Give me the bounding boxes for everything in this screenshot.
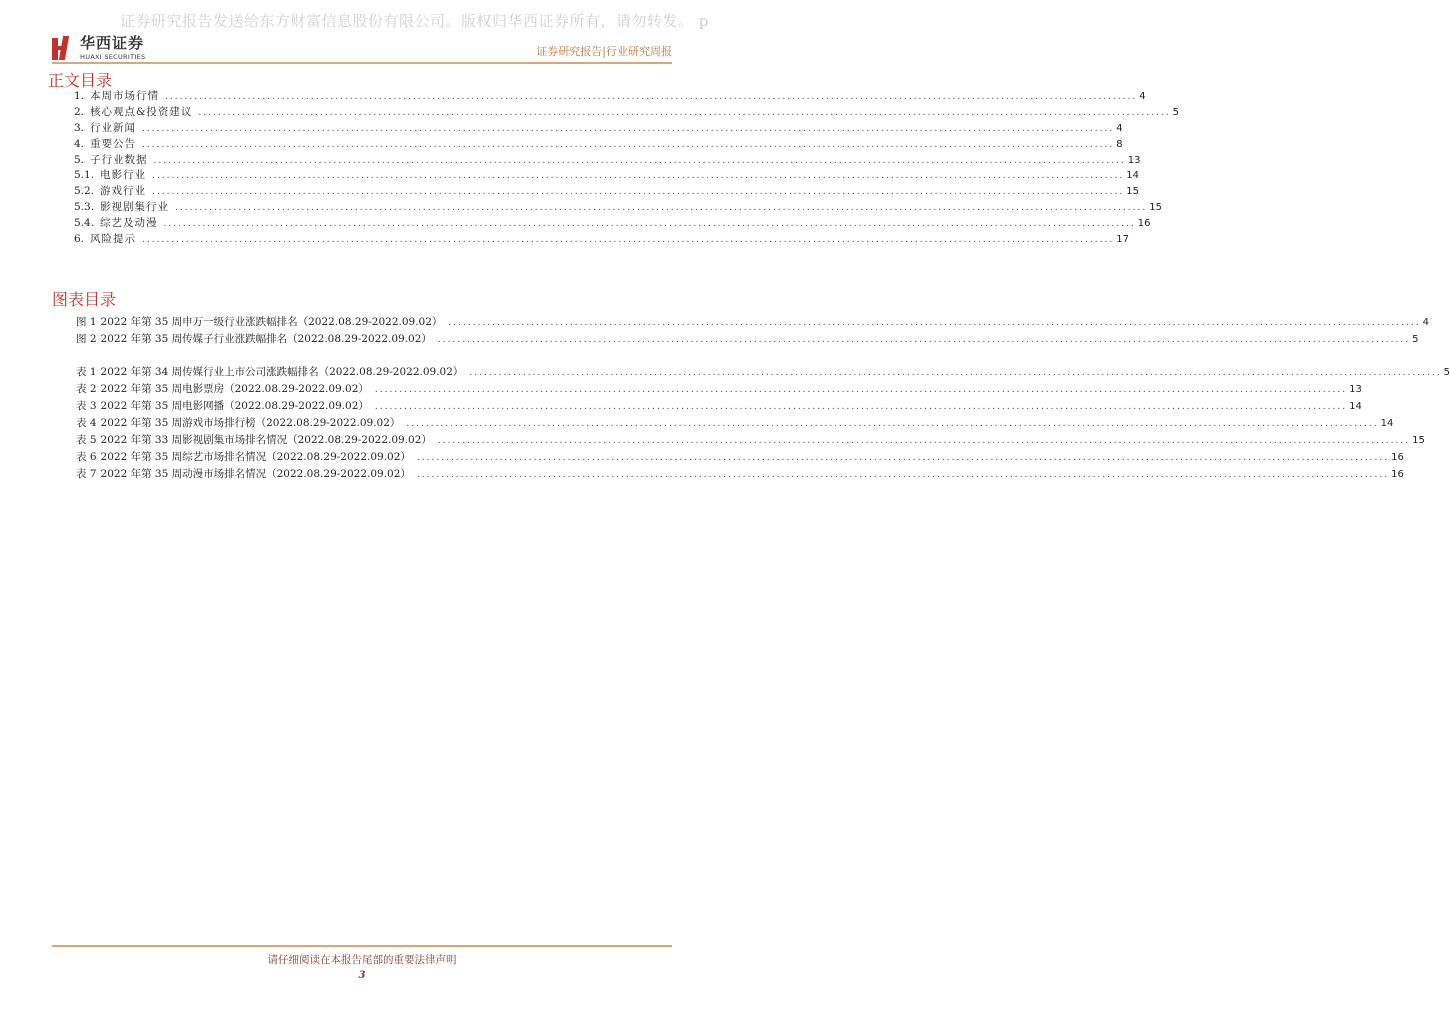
dot-leader: ........................................................................................................................................................................................................ bbox=[152, 171, 1125, 182]
toc-entry[interactable] bbox=[74, 136, 1123, 152]
table-entry[interactable] bbox=[76, 398, 1362, 415]
table-entry[interactable] bbox=[76, 449, 1404, 466]
table-entry[interactable] bbox=[76, 466, 1404, 483]
huaxi-logo-icon bbox=[52, 36, 72, 60]
toc-entry-page: 17 bbox=[1116, 234, 1129, 246]
table-entry-page: 14 bbox=[1349, 401, 1362, 412]
figures-list bbox=[76, 314, 1450, 483]
table-entry-page: 16 bbox=[1391, 469, 1404, 480]
toc-entry[interactable] bbox=[74, 231, 1129, 247]
toc-entry-page: 5 bbox=[1172, 106, 1179, 118]
toc-entry-label: 游戏行业 bbox=[100, 185, 147, 198]
table-entry-number: 表 4 bbox=[76, 417, 97, 429]
toc-entry-label: 重要公告 bbox=[90, 137, 137, 150]
dot-leader: ........................................................................................................................................................................................................ bbox=[163, 219, 1136, 230]
table-entry-number: 表 6 bbox=[76, 451, 97, 463]
table-entry-label: 2022 年第 35 周电影票房（2022.08.29-2022.09.02） bbox=[100, 383, 369, 395]
figure-entry-number: 图 1 bbox=[76, 316, 97, 328]
logo-name-cn: 华西证券 bbox=[80, 34, 145, 52]
toc-entry-number: 5. bbox=[74, 153, 85, 166]
table-entry-label: 2022 年第 35 周电影网播（2022.08.29-2022.09.02） bbox=[100, 400, 369, 412]
dot-leader: ........................................................................................................................................................................................................ bbox=[374, 385, 1348, 395]
toc-entry-page: 15 bbox=[1149, 202, 1162, 214]
dot-leader: ........................................................................................................................................................................................................ bbox=[142, 235, 1115, 246]
figure-entry-page: 4 bbox=[1422, 317, 1429, 328]
table-entry[interactable] bbox=[76, 415, 1394, 432]
toc-entry[interactable] bbox=[74, 199, 1162, 215]
dot-leader: ........................................................................................................................................................................................................ bbox=[165, 92, 1138, 102]
table-entry-number: 表 5 bbox=[76, 434, 97, 446]
toc-entry-label: 影视剧集行业 bbox=[100, 201, 170, 214]
toc-entry-label: 综艺及动漫 bbox=[100, 217, 158, 230]
dot-leader: ........................................................................................................................................................................................................ bbox=[469, 368, 1442, 378]
toc-entry[interactable] bbox=[74, 104, 1179, 120]
toc-entry-number: 3. bbox=[74, 121, 85, 134]
toc-entry-number: 1. bbox=[74, 90, 85, 102]
figure-entry[interactable] bbox=[76, 314, 1429, 331]
table-entry-number: 表 3 bbox=[76, 400, 97, 412]
table-entry-label: 2022 年第 33 周影视剧集市场排名情况（2022.08.29-2022.09.02） bbox=[100, 434, 432, 446]
toc-entry[interactable] bbox=[74, 88, 1146, 104]
table-entry-number: 表 7 bbox=[76, 468, 97, 480]
toc-entry-number: 5.4. bbox=[74, 217, 95, 230]
toc-entry-page: 4 bbox=[1139, 91, 1146, 102]
toc-entry-page: 4 bbox=[1116, 122, 1123, 134]
table-entry-page: 13 bbox=[1349, 384, 1362, 395]
dot-leader: ........................................................................................................................................................................................................ bbox=[198, 107, 1171, 118]
toc-entry-label: 子行业数据 bbox=[90, 153, 148, 166]
company-logo bbox=[52, 36, 145, 61]
dot-leader: ........................................................................................................................................................................................................ bbox=[448, 318, 1421, 328]
figure-entry-number: 图 2 bbox=[76, 333, 97, 345]
toc-entry-label: 本周市场行情 bbox=[90, 90, 160, 102]
table-entry-number: 表 2 bbox=[76, 383, 97, 395]
dot-leader: ........................................................................................................................................................................................................ bbox=[374, 402, 1348, 412]
table-entry[interactable] bbox=[76, 432, 1425, 449]
table-entry-label: 2022 年第 35 周综艺市场排名情况（2022.08.29-2022.09.02） bbox=[100, 451, 411, 463]
table-entry-label: 2022 年第 34 周传媒行业上市公司涨跌幅排名（2022.08.29-2022.09.02） bbox=[100, 366, 464, 378]
toc-entry-number: 4. bbox=[74, 137, 85, 150]
toc-entry-label: 核心观点&投资建议 bbox=[90, 105, 193, 118]
contents-title: 正文目录 bbox=[48, 71, 113, 90]
header-divider bbox=[52, 62, 672, 64]
watermark-text: 证券研究报告发送给东方财富信息股份有限公司。版权归华西证券所有，请勿转发。 p bbox=[120, 12, 709, 30]
table-entry-page: 16 bbox=[1391, 452, 1404, 463]
toc-entry[interactable] bbox=[74, 152, 1141, 168]
toc-entry-page: 13 bbox=[1127, 154, 1141, 166]
dot-leader: ........................................................................................................................................................................................................ bbox=[142, 139, 1115, 150]
toc-entry-number: 5.3. bbox=[74, 201, 95, 214]
figure-entry[interactable] bbox=[76, 331, 1419, 348]
toc-entry-page: 16 bbox=[1137, 218, 1151, 230]
dot-leader: ........................................................................................................................................................................................................ bbox=[142, 123, 1115, 134]
toc-entry-page: 15 bbox=[1126, 186, 1139, 198]
figure-entry-label: 2022 年第 35 周传媒子行业涨跌幅排名（2022.08.29-2022.09.02） bbox=[100, 333, 432, 345]
dot-leader: ........................................................................................................................................................................................................ bbox=[416, 453, 1390, 463]
report-type-label: 证券研究报告|行业研究周报 bbox=[536, 45, 672, 58]
logo-name-en: HUAXI SECURITIES bbox=[80, 53, 146, 61]
contents-list bbox=[74, 88, 1179, 247]
page-number: 3 bbox=[358, 970, 366, 981]
toc-entry[interactable] bbox=[74, 183, 1139, 199]
toc-entry-number: 2. bbox=[74, 105, 85, 118]
figures-title: 图表目录 bbox=[52, 290, 117, 309]
dot-leader: ........................................................................................................................................................................................................ bbox=[416, 470, 1390, 480]
table-entry-label: 2022 年第 35 周动漫市场排名情况（2022.08.29-2022.09.02） bbox=[100, 468, 411, 480]
dot-leader: ........................................................................................................................................................................................................ bbox=[175, 203, 1148, 214]
table-entry-page: 14 bbox=[1380, 418, 1394, 429]
footer-disclaimer: 请仔细阅读在本报告尾部的重要法律声明 bbox=[267, 954, 457, 966]
toc-entry-label: 电影行业 bbox=[100, 169, 147, 182]
table-entry-number: 表 1 bbox=[76, 366, 97, 378]
toc-entry-label: 风险提示 bbox=[90, 233, 137, 246]
figure-entry-page: 5 bbox=[1412, 334, 1419, 345]
dot-leader: ........................................................................................................................................................................................................ bbox=[437, 335, 1411, 345]
toc-entry-page: 14 bbox=[1126, 170, 1139, 182]
toc-entry-page: 8 bbox=[1116, 138, 1123, 150]
toc-entry-label: 行业新闻 bbox=[90, 121, 137, 134]
footer-divider bbox=[52, 945, 672, 947]
dot-leader: ........................................................................................................................................................................................................ bbox=[406, 419, 1379, 429]
table-entry-label: 2022 年第 35 周游戏市场排行榜（2022.08.29-2022.09.02） bbox=[100, 417, 401, 429]
list-gap bbox=[76, 348, 686, 364]
table-entry[interactable] bbox=[76, 364, 1450, 381]
dot-leader: ........................................................................................................................................................................................................ bbox=[153, 155, 1126, 166]
toc-entry-number: 5.2. bbox=[74, 185, 95, 198]
table-entry[interactable] bbox=[76, 381, 1362, 398]
toc-entry[interactable] bbox=[74, 167, 1139, 183]
toc-entry[interactable] bbox=[74, 120, 1123, 136]
toc-entry[interactable] bbox=[74, 215, 1151, 231]
dot-leader: ........................................................................................................................................................................................................ bbox=[152, 187, 1125, 198]
toc-entry-number: 6. bbox=[74, 233, 85, 246]
figure-entry-label: 2022 年第 35 周申万一级行业涨跌幅排名（2022.08.29-2022.09.02） bbox=[100, 316, 443, 328]
toc-entry-number: 5.1. bbox=[74, 169, 95, 182]
dot-leader: ........................................................................................................................................................................................................ bbox=[437, 436, 1411, 446]
table-entry-page: 15 bbox=[1412, 435, 1425, 446]
table-entry-page: 5 bbox=[1443, 367, 1450, 378]
